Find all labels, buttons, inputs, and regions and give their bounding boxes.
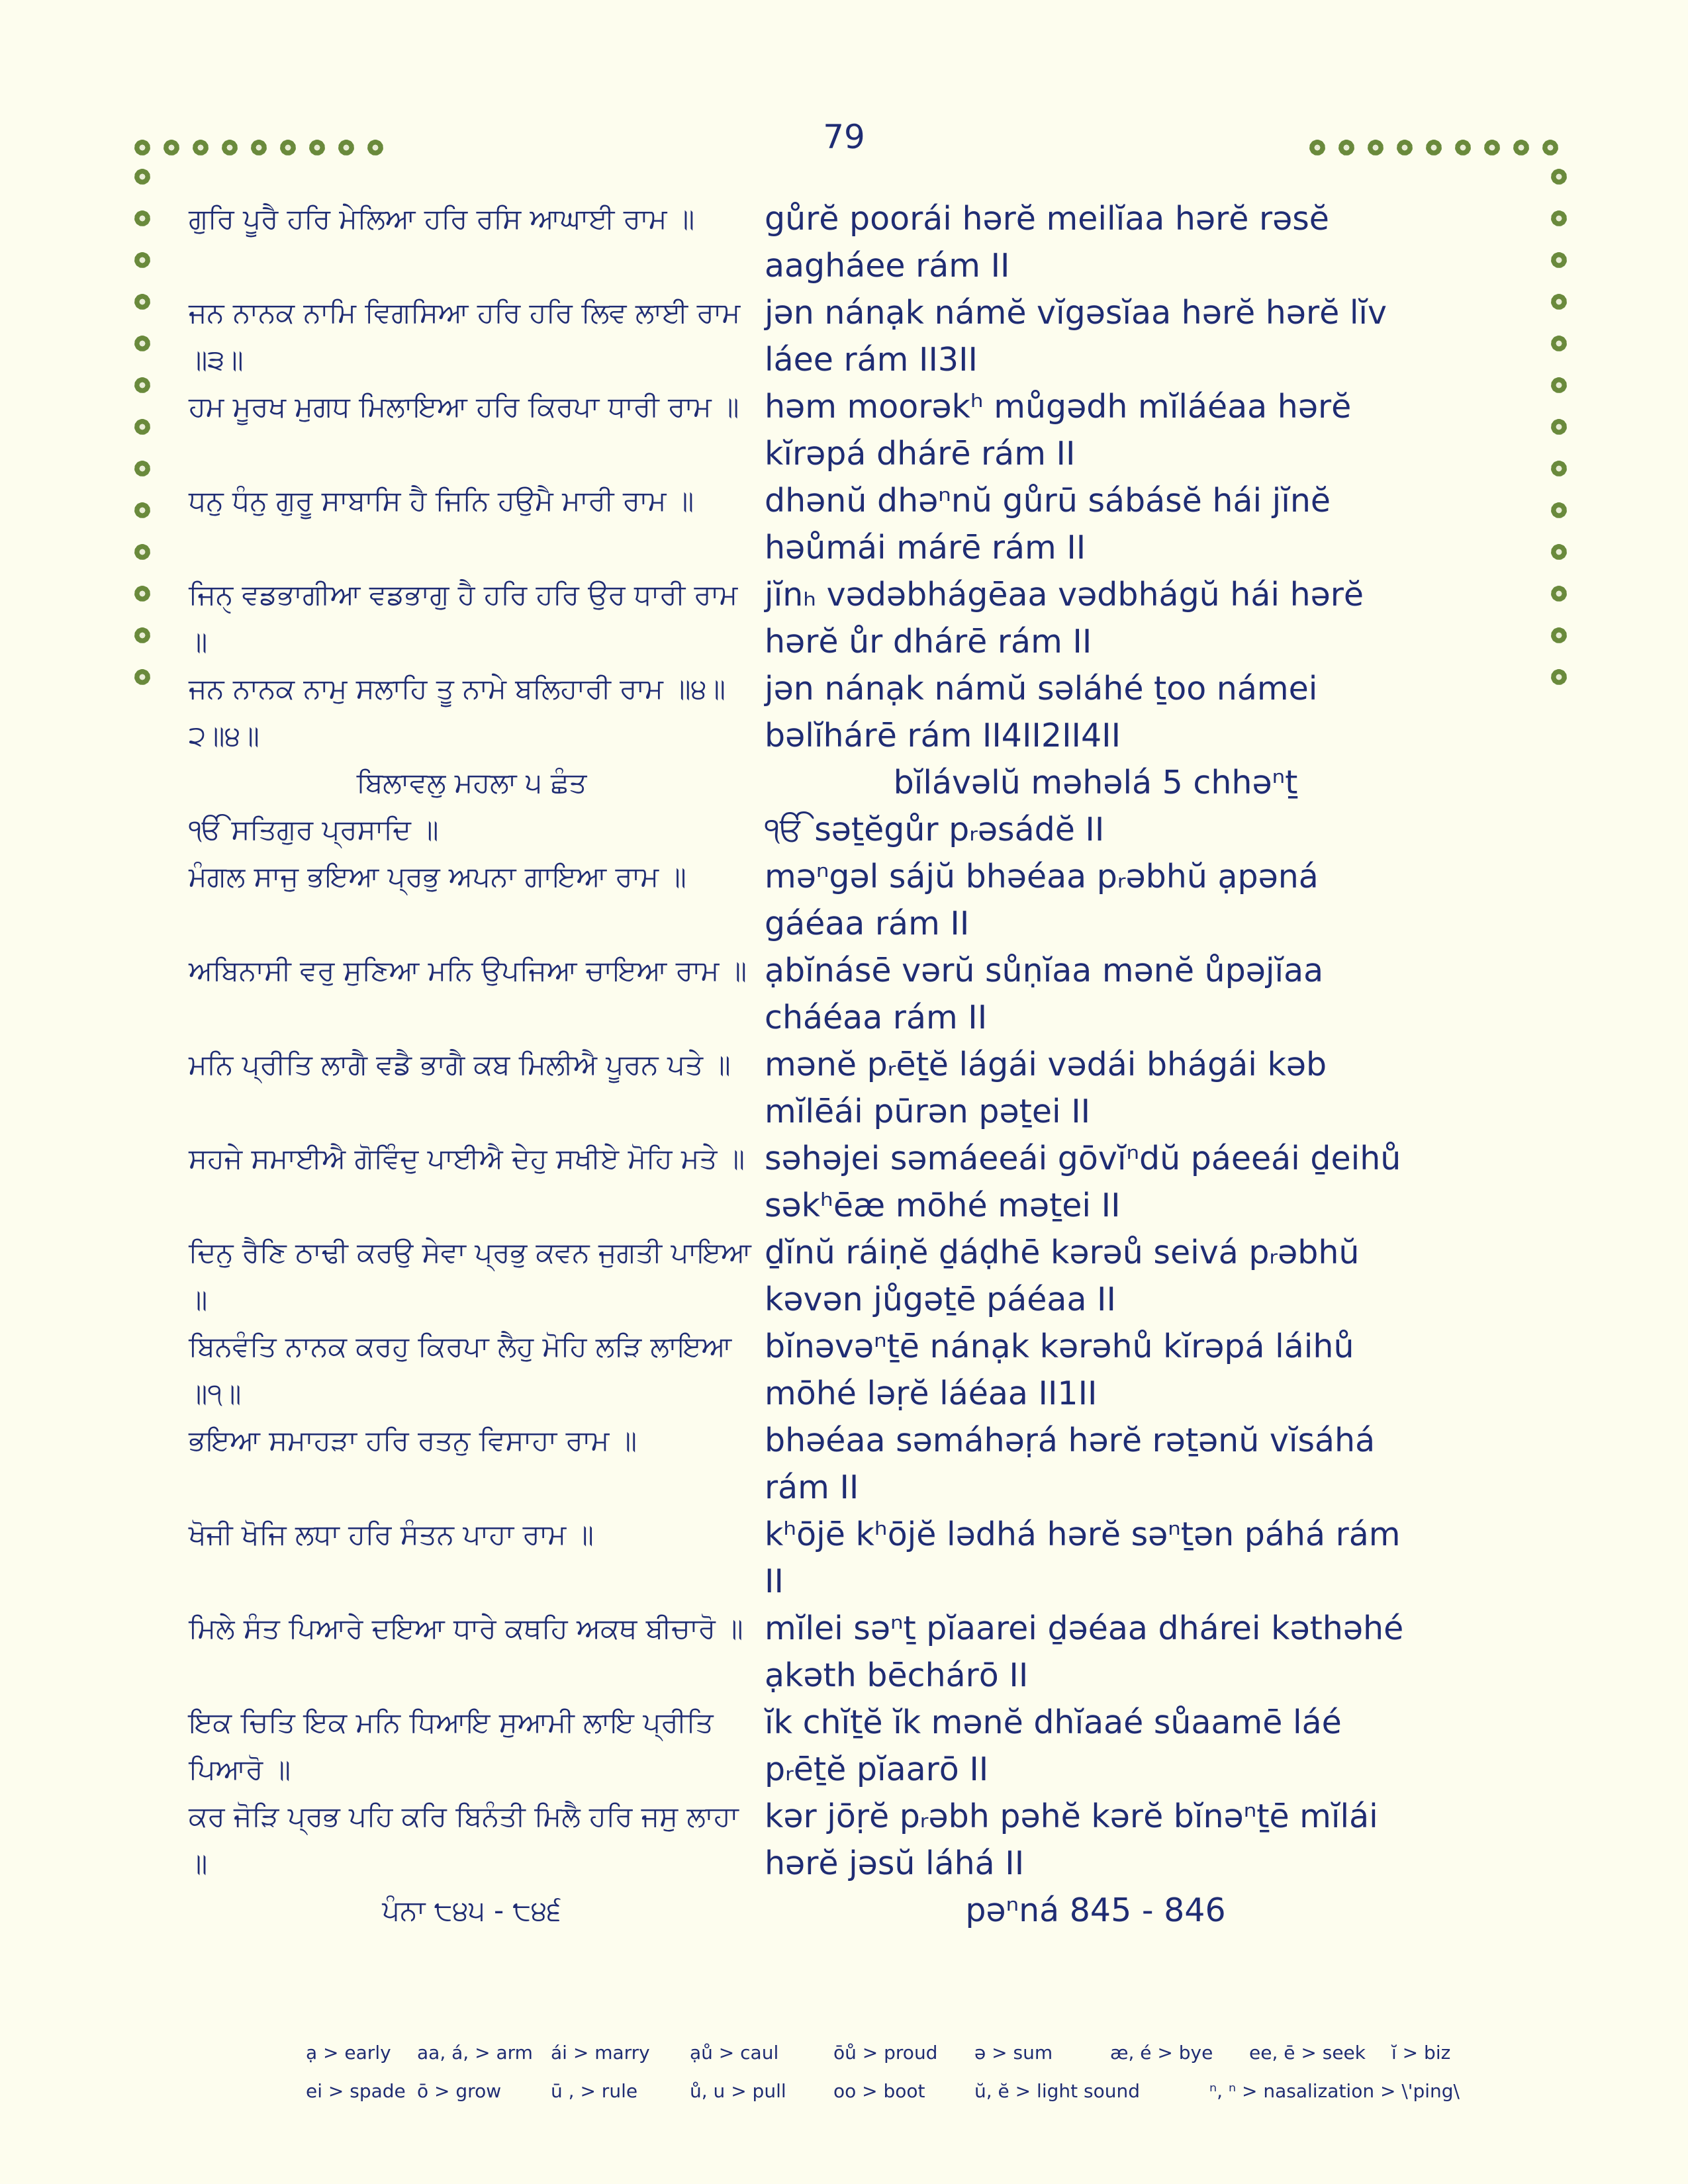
verse-row — [189, 571, 1519, 665]
legend-item: ee, ē > seek — [1249, 2042, 1366, 2064]
flower-ornament-icon — [132, 417, 152, 437]
transliteration-line: dhənŭ dhəⁿnŭ gůrū sábásĕ hái jĭnĕ həůmái márē rám II — [765, 482, 1331, 567]
flower-ornament-icon — [220, 138, 240, 158]
flower-ornament-icon — [1511, 138, 1531, 158]
pronunciation-legend — [306, 2042, 1497, 2118]
flower-ornament-icon — [1307, 138, 1327, 158]
flower-ornament-icon — [1395, 138, 1415, 158]
transliteration-line: ੴ səṯĕgůr pᵣəsádĕ II — [765, 811, 1105, 848]
transliteration-line: kʰōjē kʰōjĕ lədhá hərĕ səⁿṯən páhá rám II — [765, 1516, 1401, 1600]
legend-item: ōů > proud — [833, 2042, 938, 2064]
flower-ornament-icon — [132, 138, 152, 158]
legend-item: ái > marry — [551, 2042, 650, 2064]
gurmukhi-line: ਗੁਰਿ ਪੂਰੈ ਹਰਿ ਮੇਲਿਆ ਹਰਿ ਰਸਿ ਆਘਾਈ ਰਾਮ ॥ — [189, 203, 695, 235]
flower-ornament-icon — [132, 250, 152, 270]
verse-row — [189, 947, 1519, 1041]
gurmukhi-line: ਜਿਨੑ ਵਡਭਾਗੀਆ ਵਡਭਾਗੁ ਹੈ ਹਰਿ ਹਰਿ ਉਰ ਧਾਰੀ ਰਾਮ ॥ — [189, 578, 738, 658]
gurmukhi-line: ੴ ਸਤਿਗੁਰ ਪ੍ਰਸਾਦਿ ॥ — [189, 813, 439, 846]
transliteration-line: məⁿgəl sájŭ bhəéaa pᵣəbhŭ ạpəná gáéaa rám II — [765, 858, 1319, 942]
flower-ornament-icon — [249, 138, 269, 158]
verse-row — [189, 1229, 1519, 1323]
gurmukhi-line: ਮੰਗਲ ਸਾਜੁ ਭਇਆ ਪ੍ਰਭੁ ਅਪਨਾ ਗਾਇਆ ਰਾਮ ॥ — [189, 860, 686, 893]
flower-ornament-icon — [1549, 500, 1569, 520]
flower-ornament-icon — [1549, 292, 1569, 312]
flower-ornament-icon — [132, 167, 152, 187]
flower-ornament-icon — [1549, 667, 1569, 687]
transliteration-line: səhəjei səmáeeái gōvĭⁿdŭ páeeái ḏeihů səkʰēæ mōhé məṯei II — [765, 1140, 1401, 1224]
flower-ornament-icon — [132, 584, 152, 604]
transliteration-line: pəⁿná 845 - 846 — [965, 1891, 1226, 1929]
flower-ornament-icon — [1549, 459, 1569, 478]
gurmukhi-line: ਜਨ ਨਾਨਕ ਨਾਮੁ ਸਲਾਹਿ ਤੂ ਨਾਮੇ ਬਲਿਹਾਰੀ ਰਾਮ ॥੪॥੨॥੪॥ — [189, 672, 726, 752]
gurmukhi-line: ਜਨ ਨਾਨਕ ਨਾਮਿ ਵਿਗਸਿਆ ਹਰਿ ਹਰਿ ਲਿਵ ਲਾਈ ਰਾਮ ॥੩॥ — [189, 296, 741, 376]
verse-row — [189, 806, 1519, 853]
verse-row — [189, 1041, 1519, 1135]
flower-ornament-icon — [132, 375, 152, 395]
gurmukhi-line: ਮਿਲੇ ਸੰਤ ਪਿਆਰੇ ਦਇਆ ਧਾਰੇ ਕਥਹਿ ਅਕਥ ਬੀਚਾਰੋ ॥ — [189, 1612, 743, 1645]
legend-item: ĭ > biz — [1391, 2042, 1451, 2064]
verse-row — [189, 853, 1519, 947]
transliteration-line: ạbĭnásē vərŭ sůṇĭaa mənĕ ůpəjĭaa cháéaa rám II — [765, 952, 1324, 1036]
flower-ornament-icon — [132, 500, 152, 520]
gurmukhi-line: ਬਿਨਵੰਤਿ ਨਾਨਕ ਕਰਹੁ ਕਿਰਪਾ ਲੈਹੁ ਮੋਹਿ ਲੜਿ ਲਾਇਆ ॥੧॥ — [189, 1330, 732, 1410]
transliteration-line: mənĕ pᵣēṯĕ lágái vədái bhágái kəb mĭlēái pūrən pəṯei II — [765, 1046, 1327, 1130]
flower-ornament-icon — [132, 208, 152, 228]
transliteration-line: bhəéaa səmáhəṛá hərĕ rəṯənŭ vĭsáhá rám II — [765, 1422, 1376, 1506]
flower-ornament-icon — [1549, 542, 1569, 562]
legend-row — [306, 2080, 1497, 2118]
flower-ornament-icon — [132, 625, 152, 645]
flower-ornament-icon — [1549, 167, 1569, 187]
flower-ornament-icon — [1366, 138, 1385, 158]
gurmukhi-line: ਮਨਿ ਪ੍ਰੀਤਿ ਲਾਗੈ ਵਡੈ ਭਾਗੈ ਕਬ ਮਿਲੀਐ ਪੂਰਨ ਪਤੇ ॥ — [189, 1048, 731, 1081]
legend-item: ei > spade — [306, 2080, 406, 2102]
legend-row — [306, 2042, 1497, 2080]
verse-row — [189, 1605, 1519, 1699]
transliteration-line: jən nánạk námĕ vĭgəsĭaa hərĕ hərĕ lĭv láee rám II3II — [765, 294, 1387, 379]
flower-ornament-icon — [1549, 208, 1569, 228]
verse-row — [189, 1793, 1519, 1887]
flower-ornament-icon — [1549, 334, 1569, 353]
flower-ornament-icon — [307, 138, 327, 158]
flower-ornament-icon — [278, 138, 298, 158]
flower-ornament-icon — [365, 138, 385, 158]
legend-item: aa, á, > arm — [417, 2042, 533, 2064]
page-number: 79 — [823, 118, 865, 156]
flower-ornament-icon — [1549, 584, 1569, 604]
transliteration-line: kər jōṛĕ pᵣəbh pəhĕ kərĕ bĭnəⁿṯē mĭlái hərĕ jəsŭ láhá II — [765, 1797, 1378, 1882]
gurmukhi-line: ਧਨੁ ਧੰਨੁ ਗੁਰੂ ਸਾਬਾਸਿ ਹੈ ਜਿਨਿ ਹਉਮੈ ਮਾਰੀ ਰਾਮ ॥ — [189, 484, 694, 517]
flower-ornament-icon — [1482, 138, 1502, 158]
flower-ornament-icon — [1549, 625, 1569, 645]
transliteration-line: mĭlei səⁿṯ pĭaarei ḏəéaa dhárei kəthəhé ạkəth bēchárō II — [765, 1610, 1404, 1694]
legend-item: ạ > early — [306, 2042, 391, 2064]
flower-ornament-icon — [132, 459, 152, 478]
flower-ornament-icon — [1540, 138, 1560, 158]
flower-ornament-icon — [132, 292, 152, 312]
flower-ornament-icon — [162, 138, 181, 158]
verse-row — [189, 1417, 1519, 1511]
legend-item: ū , > rule — [551, 2080, 638, 2102]
flower-ornament-icon — [1336, 138, 1356, 158]
gurmukhi-line: ਕਰ ਜੋੜਿ ਪ੍ਰਭ ਪਹਿ ਕਰਿ ਬਿਨੰਤੀ ਮਿਲੈ ਹਰਿ ਜਸੁ ਲਾਹਾ ॥ — [189, 1800, 739, 1880]
verse-row — [189, 1135, 1519, 1229]
verse-table — [189, 195, 1519, 1934]
gurmukhi-line: ਖੋਜੀ ਖੋਜਿ ਲਧਾ ਹਰਿ ਸੰਤਨ ਪਾਹਾ ਰਾਮ ॥ — [189, 1518, 594, 1551]
verse-row — [189, 759, 1519, 806]
transliteration-line: həm moorəkʰ můgədh mĭláéaa hərĕ kĭrəpá dhárē rám II — [765, 388, 1352, 473]
flower-ornament-icon — [1549, 375, 1569, 395]
verse-row — [189, 289, 1519, 383]
legend-item: ə > sum — [974, 2042, 1053, 2064]
transliteration-line: bĭlávəlŭ məhəlá 5 chhəⁿṯ — [893, 764, 1298, 801]
gurmukhi-line: ਭਇਆ ਸਮਾਹੜਾ ਹਰਿ ਰਤਨੁ ਵਿਸਾਹਾ ਰਾਮ ॥ — [189, 1424, 637, 1457]
verse-row — [189, 195, 1519, 289]
legend-item: æ, é > bye — [1110, 2042, 1213, 2064]
verse-row — [189, 1699, 1519, 1793]
transliteration-line: ĭk chĭṯĕ ĭk mənĕ dhĭaaé sůaamē láé pᵣēṯĕ pĭaarō II — [765, 1704, 1342, 1788]
legend-item: ů, u > pull — [690, 2080, 786, 2102]
gurmukhi-line: ਇਕ ਚਿਤਿ ਇਕ ਮਨਿ ਧਿਆਇ ਸੁਆਮੀ ਲਾਇ ਪ੍ਰੀਤਿ ਪਿਆਰੋ ॥ — [189, 1706, 714, 1786]
gurmukhi-line: ਦਿਨੁ ਰੈਣਿ ਠਾਢੀ ਕਰਉ ਸੇਵਾ ਪ੍ਰਭੁ ਕਵਨ ਜੁਗਤੀ ਪਾਇਆ ॥ — [189, 1236, 751, 1316]
legend-item: ạů > caul — [690, 2042, 779, 2064]
flower-ornament-icon — [1424, 138, 1444, 158]
gurmukhi-line: ਪੰਨਾ ੮੪੫ - ੮੪੬ — [382, 1894, 561, 1927]
gurmukhi-line: ਅਬਿਨਾਸੀ ਵਰੁ ਸੁਣਿਆ ਮਨਿ ਉਪਜਿਆ ਚਾਇਆ ਰਾਮ ॥ — [189, 954, 747, 987]
verse-row — [189, 1887, 1519, 1934]
flower-ornament-icon — [1453, 138, 1473, 158]
flower-ornament-icon — [132, 334, 152, 353]
transliteration-line: jən nánạk námŭ səláhé ṯoo námei bəlĭhárē rám II4II2II4II — [765, 670, 1318, 754]
flower-ornament-icon — [336, 138, 356, 158]
flower-ornament-icon — [132, 542, 152, 562]
flower-ornament-icon — [1549, 417, 1569, 437]
verse-row — [189, 383, 1519, 477]
legend-item: ⁿ, ⁿ > nasalization > \'ping\ — [1209, 2080, 1460, 2102]
flower-ornament-icon — [132, 667, 152, 687]
gurmukhi-line: ਹਮ ਮੂਰਖ ਮੁਗਧ ਮਿਲਾਇਆ ਹਰਿ ਕਿਰਪਾ ਧਾਰੀ ਰਾਮ ॥ — [189, 390, 739, 423]
legend-item: ŭ, ĕ > light sound — [974, 2080, 1140, 2102]
transliteration-line: jĭnₕ vədəbhágēaa vədbhágŭ hái hərĕ hərĕ ůr dhárē rám II — [765, 576, 1364, 660]
legend-item: oo > boot — [833, 2080, 925, 2102]
gurmukhi-line: ਸਹਜੇ ਸਮਾਈਐ ਗੋਵਿੰਦੁ ਪਾਈਐ ਦੇਹੁ ਸਖੀਏ ਮੋਹਿ ਮਤੇ ॥ — [189, 1142, 745, 1175]
verse-row — [189, 477, 1519, 571]
flower-ornament-icon — [191, 138, 211, 158]
verse-row — [189, 1323, 1519, 1417]
legend-item: ō > grow — [417, 2080, 502, 2102]
flower-ornament-icon — [1549, 250, 1569, 270]
verse-row — [189, 665, 1519, 759]
gurmukhi-line: ਬਿਲਾਵਲੁ ਮਹਲਾ ੫ ਛੰਤ — [356, 766, 587, 799]
transliteration-line: gůrĕ poorái hərĕ meilĭaa hərĕ rəsĕ aagháee rám II — [765, 200, 1329, 285]
transliteration-line: ḏĭnŭ ráiṇĕ ḏáḍhē kərəů seivá pᵣəbhŭ kəvən jůgəṯē páéaa II — [765, 1234, 1360, 1318]
transliteration-line: bĭnəvəⁿṯē nánạk kərəhů kĭrəpá láihů mōhé ləṛĕ láéaa II1II — [765, 1328, 1354, 1412]
verse-row — [189, 1511, 1519, 1605]
